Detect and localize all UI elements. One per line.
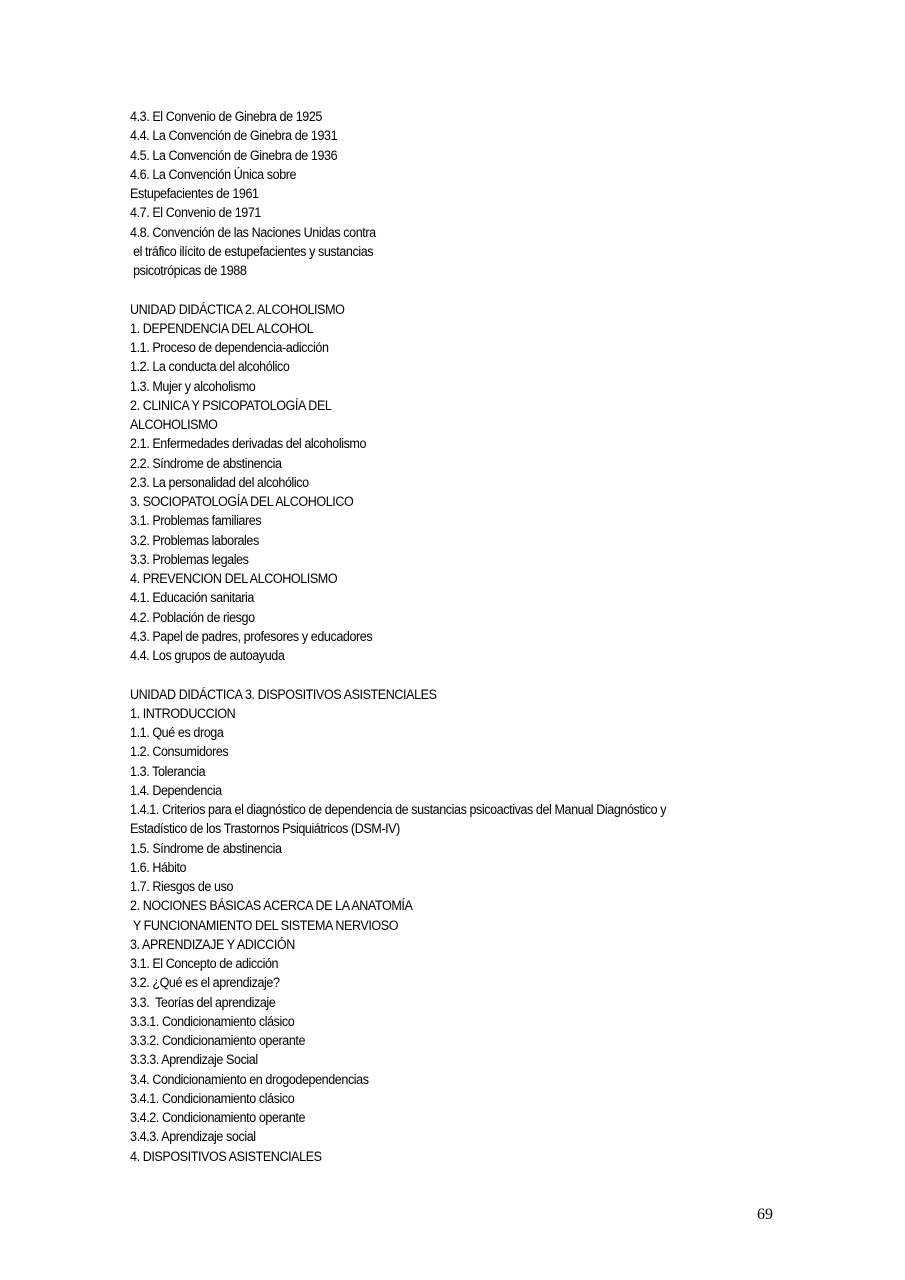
convention-list xyxy=(130,107,790,280)
toc-line: 1.4. Dependencia xyxy=(130,782,222,798)
unit-3-care-devices xyxy=(130,685,790,1166)
toc-line: 3. SOCIOPATOLOGÍA DEL ALCOHOLICO xyxy=(130,494,354,509)
toc-line: 3.3. Teorías del aprendizaje xyxy=(130,994,276,1010)
toc-line: 2.1. Enfermedades derivadas del alcoholismo xyxy=(130,436,367,452)
toc-line: 1.3. Tolerancia xyxy=(130,763,206,779)
toc-line: 1. INTRODUCCION xyxy=(130,705,236,721)
toc-line: 3. APRENDIZAJE Y ADICCIÓN xyxy=(130,936,295,952)
toc-line: 4.3. El Convenio de Ginebra de 1925 xyxy=(130,109,322,124)
toc-line: 4.5. La Convención de Ginebra de 1936 xyxy=(130,147,338,163)
toc-line: 4.4. Los grupos de autoayuda xyxy=(130,648,285,663)
toc-line: 4.2. Población de riesgo xyxy=(130,609,255,625)
toc-line: 4. PREVENCION DEL ALCOHOLISMO xyxy=(130,571,338,586)
unit-2-alcoholism xyxy=(130,300,790,666)
toc-line: 1.1. Qué es droga xyxy=(130,725,224,740)
toc-line: 1. DEPENDENCIA DEL ALCOHOL xyxy=(130,320,314,336)
toc-line: UNIDAD DIDÁCTICA 3. DISPOSITIVOS ASISTENCIALES xyxy=(130,686,437,702)
toc-line: 3.3.2. Condicionamiento operante xyxy=(130,1033,306,1048)
table-of-contents xyxy=(130,107,790,1166)
toc-line: 3.4.2. Condicionamiento operante xyxy=(130,1110,306,1125)
toc-line: 3.4.1. Condicionamiento clásico xyxy=(130,1090,295,1106)
toc-line: ALCOHOLISMO xyxy=(130,417,218,432)
toc-line: 4.6. La Convención Única sobre xyxy=(130,166,297,182)
toc-line: 3.2. ¿Qué es el aprendizaje? xyxy=(130,975,280,991)
toc-line: 3.1. Problemas familiares xyxy=(130,513,262,529)
toc-line: 4.7. El Convenio de 1971 xyxy=(130,205,261,221)
toc-line: 2. CLINICA Y PSICOPATOLOGÍA DEL xyxy=(130,397,332,413)
toc-line: 2. NOCIONES BÁSICAS ACERCA DE LA ANATOMÍA xyxy=(130,898,413,914)
toc-line: 2.2. Síndrome de abstinencia xyxy=(130,455,282,471)
toc-line: 1.5. Síndrome de abstinencia xyxy=(130,840,282,856)
toc-line: 4. DISPOSITIVOS ASISTENCIALES xyxy=(130,1148,322,1164)
toc-line: Estadístico de los Trastornos Psiquiátricos (DSM-IV) xyxy=(130,821,400,837)
toc-line: 4.1. Educación sanitaria xyxy=(130,590,254,606)
toc-line: el tráfico ilícito de estupefacientes y sustancias xyxy=(130,243,374,259)
toc-line: 3.3.1. Condicionamiento clásico xyxy=(130,1013,295,1029)
toc-line: 3.3.3. Aprendizaje Social xyxy=(130,1052,258,1068)
toc-line: Estupefacientes de 1961 xyxy=(130,186,259,201)
toc-line: 1.2. Consumidores xyxy=(130,744,229,760)
toc-line: 3.3. Problemas legales xyxy=(130,551,249,567)
toc-line: 3.4. Condicionamiento en drogodependencias xyxy=(130,1071,369,1087)
toc-line: 4.8. Convención de las Naciones Unidas contra xyxy=(130,224,376,240)
toc-line: 3.2. Problemas laborales xyxy=(130,532,259,548)
section-spacer xyxy=(130,665,790,684)
page-number: 69 xyxy=(757,1206,773,1223)
toc-line: 1.7. Riesgos de uso xyxy=(130,879,234,894)
section-spacer xyxy=(130,280,790,299)
toc-line: 1.2. La conducta del alcohólico xyxy=(130,359,290,375)
toc-line: 1.3. Mujer y alcoholismo xyxy=(130,378,256,394)
toc-line: 3.1. El Concepto de adicción xyxy=(130,956,279,971)
toc-line: 2.3. La personalidad del alcohólico xyxy=(130,474,309,490)
toc-line: Y FUNCIONAMIENTO DEL SISTEMA NERVIOSO xyxy=(130,917,399,933)
toc-line: 1.6. Hábito xyxy=(130,859,187,875)
toc-line: 4.4. La Convención de Ginebra de 1931 xyxy=(130,128,338,144)
toc-line: psicotrópicas de 1988 xyxy=(130,263,247,278)
toc-line: 4.3. Papel de padres, profesores y educadores xyxy=(130,628,373,644)
toc-line: 3.4.3. Aprendizaje social xyxy=(130,1129,256,1145)
toc-line: 1.4.1. Criterios para el diagnóstico de dependencia de sustancias psicoactivas del Manual Diagnóstico y xyxy=(130,802,667,817)
toc-line: 1.1. Proceso de dependencia-adicción xyxy=(130,340,329,355)
toc-line: UNIDAD DIDÁCTICA 2. ALCOHOLISMO xyxy=(130,301,345,317)
